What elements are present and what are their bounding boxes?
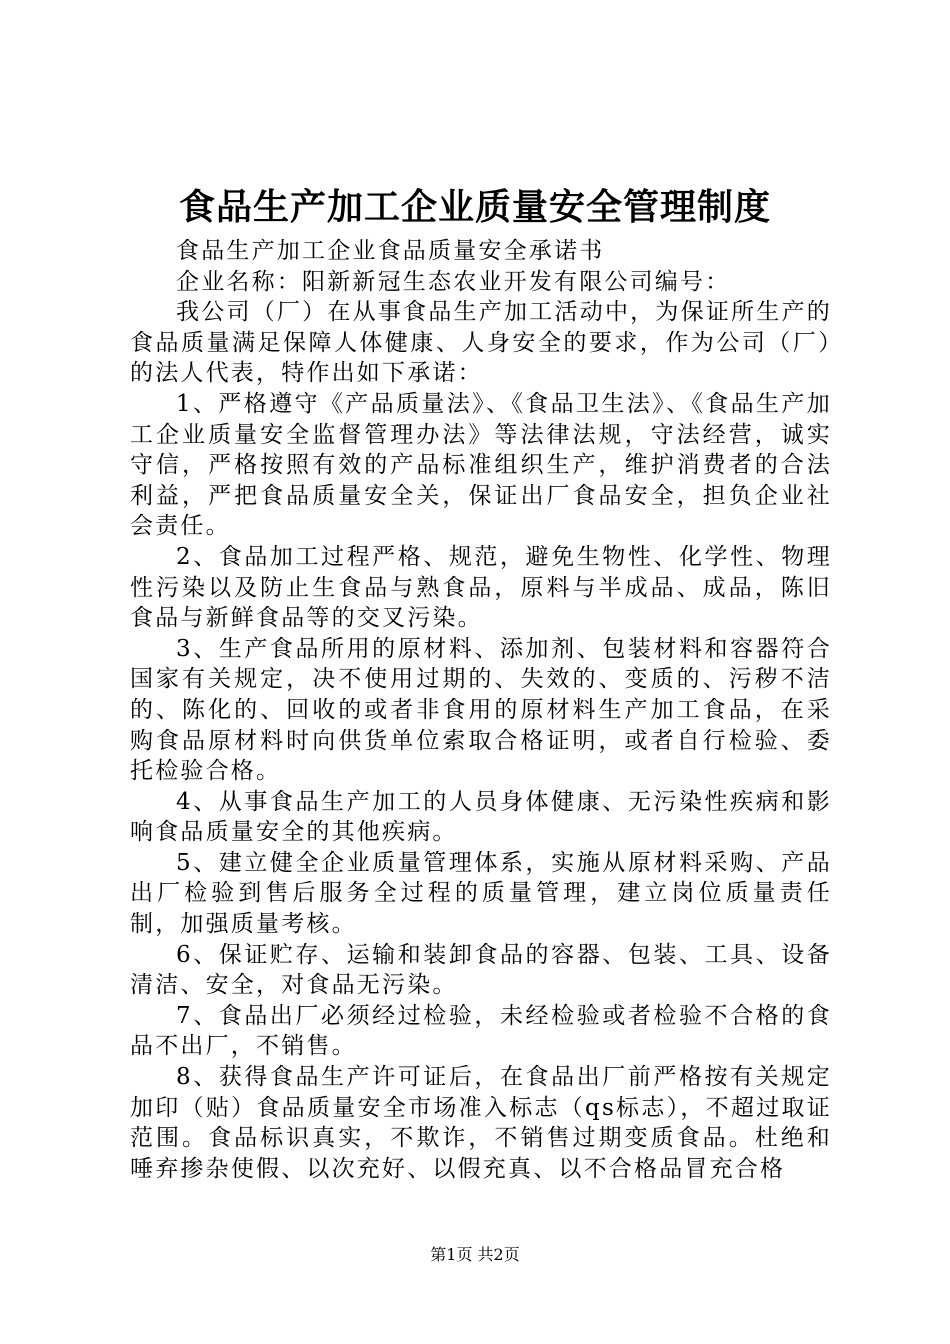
paragraph-item-2: 2、食品加工过程严格、规范，避免生物性、化学性、物理性污染以及防止生食品与熟食品，原料与半成品、成品，陈旧食品与新鲜食品等的交叉污染。 (130, 543, 832, 632)
paragraph-intro: 我公司（厂）在从事食品生产加工活动中，为保证所生产的食品质量满足保障人体健康、人身安全的要求，作为公司（厂）的法人代表，特作出如下承诺： (130, 299, 832, 387)
paragraph-subtitle: 食品生产加工企业食品质量安全承诺书 (176, 238, 605, 264)
paragraph-item-1: 1、严格遵守《产品质量法》、《食品卫生法》、《食品生产加工企业质量安全监督管理办法》等法律法规，守法经营，诚实守信，严格按照有效的产品标准组织生产，维护消费者的合法利益，严把食品质量安全关，保证出厂食品安全，担负企业社会责任。 (130, 390, 832, 540)
paragraph-item-5: 5、建立健全企业质量管理体系，实施从原材料采购、产品出厂检验到售后服务全过程的质量管理，建立岗位质量责任制，加强质量考核。 (130, 849, 832, 938)
paragraph-item-7: 7、食品出厂必须经过检验，未经检验或者检验不合格的食品不出厂，不销售。 (130, 1002, 832, 1060)
paragraph-item-8: 8、获得食品生产许可证后，在食品出厂前严格按有关规定加印（贴）食品质量安全市场准入标志（qs标志），不超过取证范围。食品标识真实，不欺诈，不销售过期变质食品。杜绝和唾弃掺杂使假、以次充好、以假充真、以不合格品冒充合格 (130, 1064, 832, 1182)
paragraph-item-6: 6、保证贮存、运输和装卸食品的容器、包装、工具、设备清洁、安全，对食品无污染。 (130, 941, 832, 999)
page-number: 第1页 共2页 (430, 1245, 520, 1264)
paragraph-company: 企业名称：阳新新冠生态农业开发有限公司编号： (176, 268, 731, 295)
document-title: 食品生产加工企业质量安全管理制度 (178, 187, 771, 228)
document-body (130, 236, 832, 1184)
paragraph-item-3: 3、生产食品所用的原材料、添加剂、包装材料和容器符合国家有关规定，决不使用过期的、失效的、变质的、污秽不洁的、陈化的、回收的或者非食用的原材料生产加工食品，在采购食品原材料时向供货单位索取合格证明，或者自行检验、委托检验合格。 (130, 635, 832, 785)
paragraph-item-4: 4、从事食品生产加工的人员身体健康、无污染性疾病和影响食品质量安全的其他疾病。 (130, 788, 832, 846)
